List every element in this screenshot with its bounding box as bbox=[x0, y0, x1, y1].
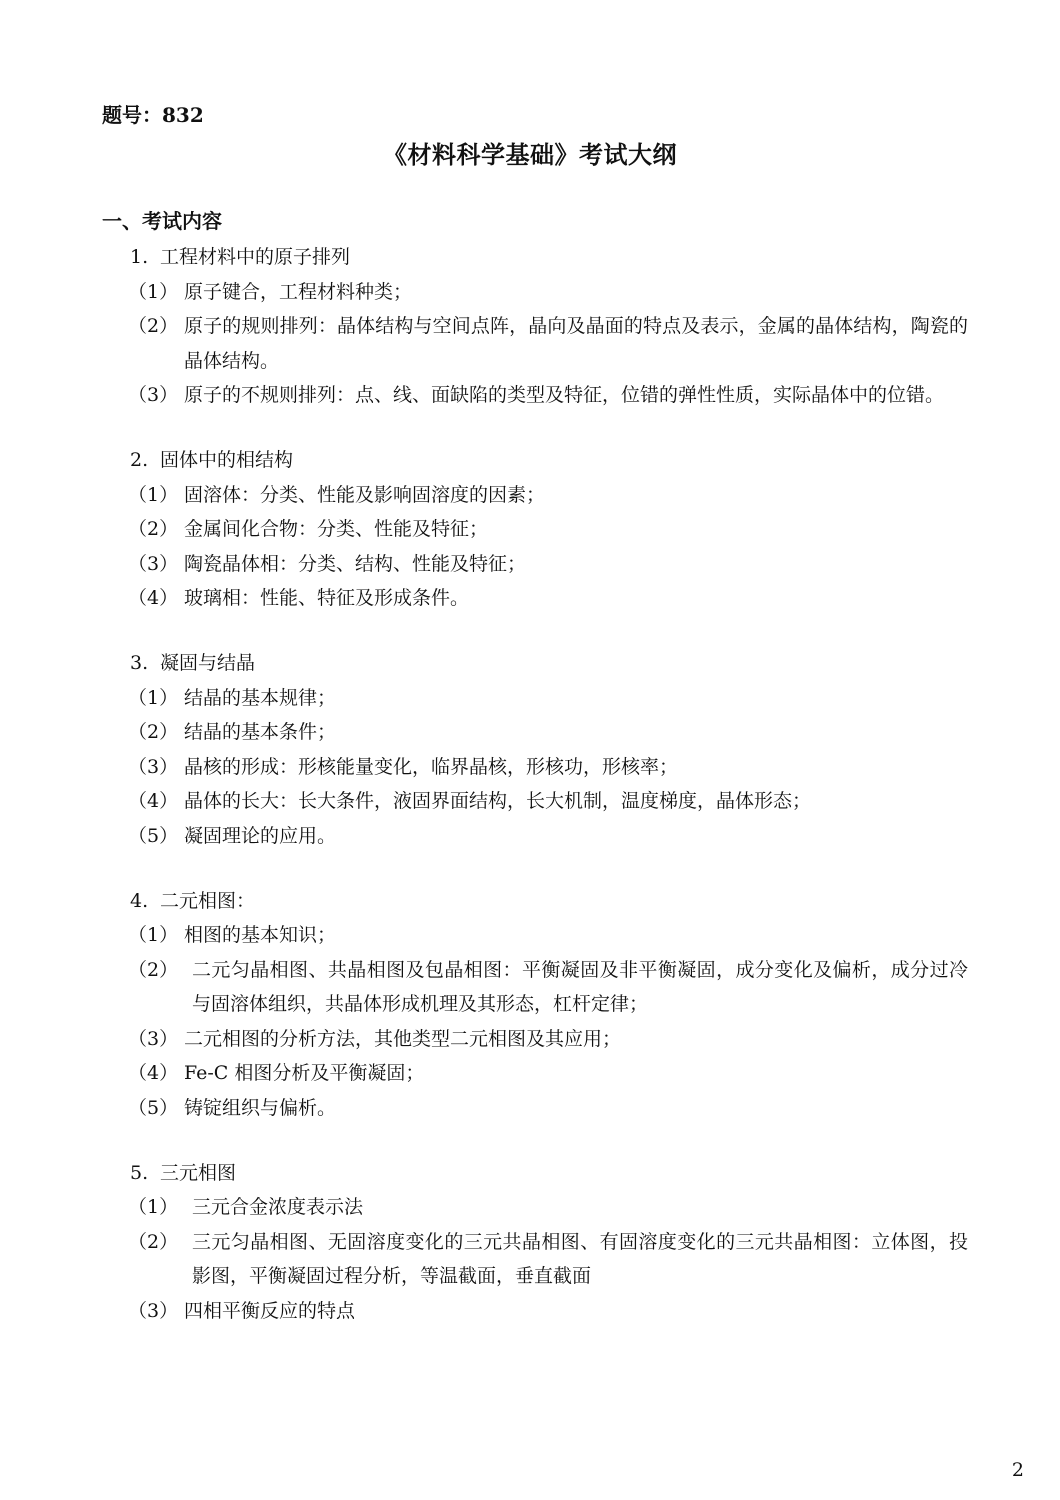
list-item-text: 金属间化合物：分类、性能及特征； bbox=[184, 518, 489, 541]
topic-title bbox=[128, 1156, 968, 1191]
topic-title bbox=[128, 240, 968, 275]
list-item bbox=[128, 715, 968, 750]
list-item bbox=[128, 1091, 968, 1126]
list-item-text: 铸锭组织与偏析。 bbox=[184, 1097, 337, 1120]
topic-block bbox=[128, 240, 968, 413]
list-item bbox=[128, 819, 968, 854]
list-item bbox=[128, 681, 968, 716]
list-item-text: 结晶的基本条件； bbox=[184, 721, 337, 744]
list-item-text: 相图的基本知识； bbox=[184, 924, 337, 947]
list-item-marker: （3） bbox=[128, 1300, 179, 1323]
list-item-text: 原子键合，工程材料种类； bbox=[184, 280, 413, 303]
syllabus-content bbox=[128, 240, 968, 1329]
topic-title-text: 固体中的相结构 bbox=[160, 448, 294, 471]
list-item-text: 原子的规则排列：晶体结构与空间点阵，晶向及晶面的特点及表示，金属的晶体结构，陶瓷的晶体结构。 bbox=[184, 315, 968, 372]
list-item bbox=[128, 1022, 968, 1057]
list-item bbox=[128, 512, 968, 547]
list-item-marker: （1） bbox=[128, 483, 179, 506]
list-item-text: 三元匀晶相图、无固溶度变化的三元共晶相图、有固溶度变化的三元共晶相图：立体图，投影图，平衡凝固过程分析，等温截面，垂直截面 bbox=[192, 1230, 968, 1288]
list-item bbox=[128, 784, 968, 819]
list-item bbox=[128, 478, 968, 513]
page-number: 2 bbox=[1011, 1459, 1024, 1481]
topic-number: 1. bbox=[130, 246, 149, 268]
topic-title bbox=[128, 646, 968, 681]
list-item-text: 凝固理论的应用。 bbox=[184, 824, 337, 847]
list-item-marker: （3） bbox=[128, 755, 179, 778]
list-item bbox=[128, 309, 968, 378]
topic-title-text: 凝固与结晶 bbox=[160, 651, 256, 674]
list-item-marker: （2） bbox=[128, 721, 179, 744]
list-item-text: 陶瓷晶体相：分类、结构、性能及特征； bbox=[184, 552, 527, 575]
list-item-text: 二元匀晶相图、共晶相图及包晶相图：平衡凝固及非平衡凝固，成分变化及偏析，成分过冷与固溶体组织，共晶体形成机理及其形态，杠杆定律； bbox=[192, 958, 968, 1016]
list-item-marker: （1） bbox=[128, 686, 179, 709]
list-item bbox=[128, 1294, 968, 1329]
list-item-marker: （4） bbox=[128, 790, 179, 813]
topic-title-text: 二元相图： bbox=[160, 889, 256, 912]
list-item-marker: （2） bbox=[128, 315, 179, 338]
list-item-marker: （1） bbox=[128, 1196, 179, 1219]
topic-title bbox=[128, 884, 968, 919]
list-item-text: 晶核的形成：形核能量变化，临界晶核，形核功，形核率； bbox=[184, 755, 679, 778]
topic-block bbox=[128, 646, 968, 854]
topic-title-text: 工程材料中的原子排列 bbox=[160, 246, 351, 268]
document-title: 《材料科学基础》考试大纲 bbox=[383, 140, 677, 169]
list-item-marker: （2） bbox=[128, 518, 179, 541]
list-item-text: 晶体的长大：长大条件，液固界面结构，长大机制，温度梯度，晶体形态； bbox=[184, 790, 812, 813]
list-item-text: 固溶体：分类、性能及影响固溶度的因素； bbox=[184, 483, 546, 506]
list-item bbox=[128, 1056, 968, 1091]
topic-number: 4. bbox=[130, 889, 149, 912]
topic-block bbox=[128, 884, 968, 1126]
list-item-marker: （1） bbox=[128, 280, 179, 303]
list-item-text: 结晶的基本规律； bbox=[184, 686, 337, 709]
topic-number: 5. bbox=[130, 1161, 149, 1184]
list-item bbox=[128, 750, 968, 785]
list-item-text: Fe-C 相图分析及平衡凝固； bbox=[184, 1062, 425, 1085]
list-item-marker: （5） bbox=[128, 824, 179, 847]
list-item bbox=[128, 581, 968, 616]
topic-title-text: 三元相图 bbox=[160, 1161, 237, 1184]
topic-block bbox=[128, 1156, 968, 1329]
list-item-text: 二元相图的分析方法，其他类型二元相图及其应用； bbox=[184, 1027, 622, 1050]
list-item bbox=[128, 378, 968, 413]
section-heading: 一、考试内容 bbox=[102, 209, 222, 233]
list-item-text: 三元合金浓度表示法 bbox=[192, 1196, 364, 1219]
exam-number: 题号：832 bbox=[102, 103, 204, 127]
list-item bbox=[128, 953, 968, 1022]
topic-number: 2. bbox=[130, 448, 149, 471]
topic-title bbox=[128, 443, 968, 478]
list-item-marker: （4） bbox=[128, 1062, 179, 1085]
list-item-marker: （2） bbox=[128, 958, 179, 981]
list-item-text: 玻璃相：性能、特征及形成条件。 bbox=[184, 587, 470, 610]
list-item-text: 四相平衡反应的特点 bbox=[184, 1300, 356, 1323]
list-item bbox=[128, 918, 968, 953]
list-item-marker: （4） bbox=[128, 587, 179, 610]
list-item bbox=[128, 547, 968, 582]
list-item-marker: （3） bbox=[128, 384, 179, 407]
list-item-marker: （3） bbox=[128, 1027, 179, 1050]
topic-block bbox=[128, 443, 968, 616]
list-item bbox=[128, 1190, 968, 1225]
list-item-marker: （2） bbox=[128, 1230, 179, 1253]
list-item-marker: （5） bbox=[128, 1097, 179, 1120]
list-item bbox=[128, 1225, 968, 1294]
list-item-marker: （1） bbox=[128, 924, 179, 947]
topic-number: 3. bbox=[130, 651, 149, 674]
list-item-text: 原子的不规则排列：点、线、面缺陷的类型及特征，位错的弹性性质，实际晶体中的位错。 bbox=[184, 384, 945, 407]
list-item-marker: （3） bbox=[128, 552, 179, 575]
list-item bbox=[128, 275, 968, 310]
